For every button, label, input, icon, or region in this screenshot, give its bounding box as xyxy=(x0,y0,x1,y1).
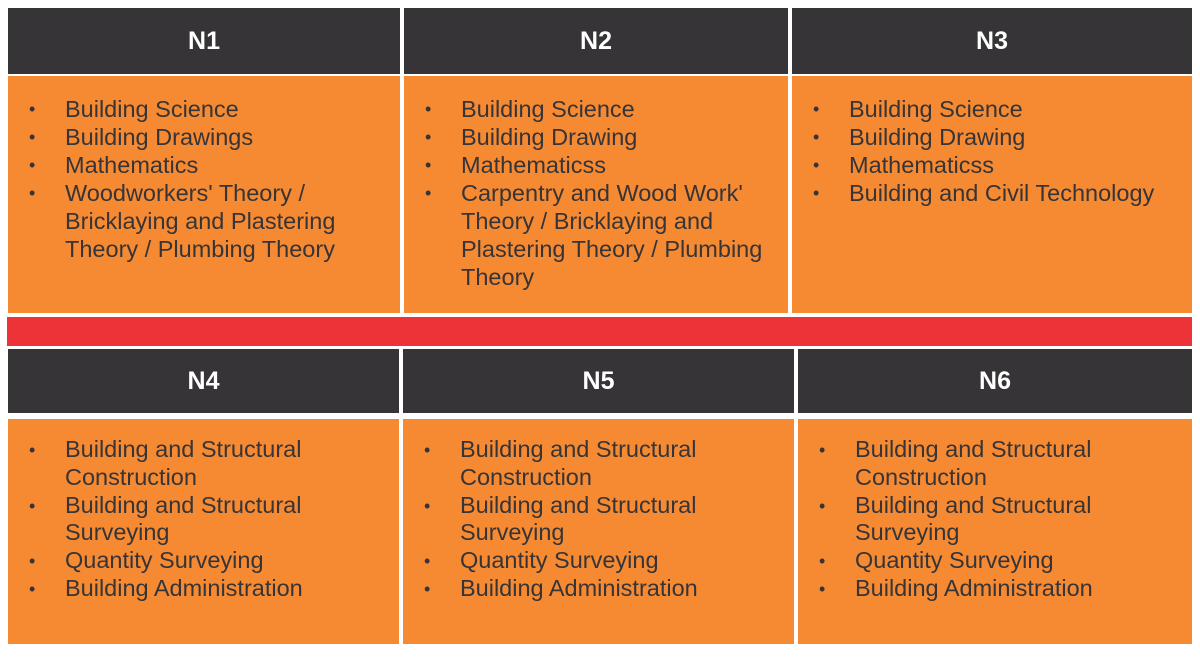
list-item xyxy=(8,492,399,548)
bullet-icon: • xyxy=(425,127,432,147)
bullet-icon: • xyxy=(819,578,826,599)
level-header: N5 xyxy=(403,349,794,413)
subject-label: Carpentry and Wood Work' Theory / Bricklaying and Plastering Theory / Plumbing Theory xyxy=(461,180,763,290)
list-item xyxy=(792,151,1192,179)
list-item xyxy=(403,436,794,492)
list-item xyxy=(8,436,399,492)
subject-label: Mathematicss xyxy=(849,152,994,178)
subjects-list xyxy=(792,76,1192,207)
subject-label: Building Science xyxy=(65,96,239,122)
bullet-icon: • xyxy=(425,183,432,203)
subject-label: Building Drawings xyxy=(65,124,254,150)
bullet-icon: • xyxy=(424,578,431,599)
bullet-icon: • xyxy=(29,551,36,572)
list-item xyxy=(792,95,1192,123)
list-item xyxy=(403,547,794,575)
subject-label: Building and Structural Surveying xyxy=(460,491,697,546)
subject-label: Building and Structural Construction xyxy=(855,436,1092,490)
list-item xyxy=(8,123,400,151)
subject-label: Building Science xyxy=(461,96,635,122)
bullet-icon: • xyxy=(424,440,431,460)
bullet-icon: • xyxy=(29,183,36,203)
column-n5 xyxy=(403,349,794,644)
subjects-cell xyxy=(798,419,1192,644)
subjects-cell xyxy=(8,76,400,313)
list-item xyxy=(792,179,1192,207)
list-item xyxy=(798,436,1192,492)
subject-label: Building Drawing xyxy=(849,124,1026,150)
list-item xyxy=(8,95,400,123)
subject-label: Building Science xyxy=(849,96,1023,122)
subjects-cell xyxy=(403,419,794,644)
list-item xyxy=(8,575,399,603)
subject-label: Building Administration xyxy=(855,574,1093,601)
subject-label: Building and Structural Construction xyxy=(65,436,302,490)
subject-label: Mathematicss xyxy=(461,152,606,178)
subjects-cell xyxy=(404,76,788,313)
subject-label: Building Administration xyxy=(65,574,303,601)
subjects-list xyxy=(8,419,399,603)
bullet-icon: • xyxy=(813,183,820,203)
subject-label: Building and Structural Surveying xyxy=(65,491,302,546)
bullet-icon: • xyxy=(29,99,36,119)
bullet-icon: • xyxy=(29,155,36,175)
subjects-cell xyxy=(792,76,1192,313)
list-item xyxy=(404,123,788,151)
subject-label: Building and Structural Surveying xyxy=(855,491,1092,546)
list-item xyxy=(404,179,788,291)
subject-label: Woodworkers' Theory / Bricklaying and Plastering Theory / Plumbing Theory xyxy=(65,180,336,262)
subject-label: Building Drawing xyxy=(461,124,638,150)
column-n3 xyxy=(792,8,1192,313)
subject-label: Mathematics xyxy=(65,152,199,178)
column-n4 xyxy=(8,349,399,644)
bullet-icon: • xyxy=(813,155,820,175)
bullet-icon: • xyxy=(819,440,826,460)
bullet-icon: • xyxy=(29,127,36,147)
bullet-icon: • xyxy=(424,551,431,572)
bullet-icon: • xyxy=(819,495,826,516)
subjects-list xyxy=(8,76,400,263)
list-item xyxy=(404,151,788,179)
column-n1 xyxy=(8,8,400,313)
subject-label: Building Administration xyxy=(460,574,698,601)
list-item xyxy=(403,492,794,548)
subject-label: Quantity Surveying xyxy=(460,547,659,574)
divider-bar xyxy=(7,317,1192,346)
levels-row-top xyxy=(0,8,1200,313)
list-item xyxy=(8,547,399,575)
bullet-icon: • xyxy=(813,127,820,147)
bullet-icon: • xyxy=(424,495,431,516)
subjects-list xyxy=(798,419,1192,603)
subjects-list xyxy=(403,419,794,603)
list-item xyxy=(404,95,788,123)
level-header: N6 xyxy=(798,349,1192,413)
list-item xyxy=(8,179,400,263)
list-item xyxy=(798,547,1192,575)
bullet-icon: • xyxy=(29,440,36,460)
subject-label: Building and Civil Technology xyxy=(849,180,1155,206)
level-header: N3 xyxy=(792,8,1192,74)
list-item xyxy=(798,492,1192,548)
level-header: N2 xyxy=(404,8,788,74)
level-header: N1 xyxy=(8,8,400,74)
subjects-list xyxy=(404,76,788,291)
subject-label: Building and Structural Construction xyxy=(460,436,697,490)
column-n2 xyxy=(404,8,788,313)
bullet-icon: • xyxy=(425,99,432,119)
list-item xyxy=(8,151,400,179)
list-item xyxy=(403,575,794,603)
subject-label: Quantity Surveying xyxy=(855,547,1054,574)
list-item xyxy=(792,123,1192,151)
level-header: N4 xyxy=(8,349,399,413)
bullet-icon: • xyxy=(29,578,36,599)
bullet-icon: • xyxy=(813,99,820,119)
levels-row-bottom xyxy=(0,349,1200,644)
bullet-icon: • xyxy=(29,495,36,516)
column-n6 xyxy=(798,349,1192,644)
subject-label: Quantity Surveying xyxy=(65,547,264,574)
bullet-icon: • xyxy=(425,155,432,175)
subjects-cell xyxy=(8,419,399,644)
list-item xyxy=(798,575,1192,603)
bullet-icon: • xyxy=(819,551,826,572)
